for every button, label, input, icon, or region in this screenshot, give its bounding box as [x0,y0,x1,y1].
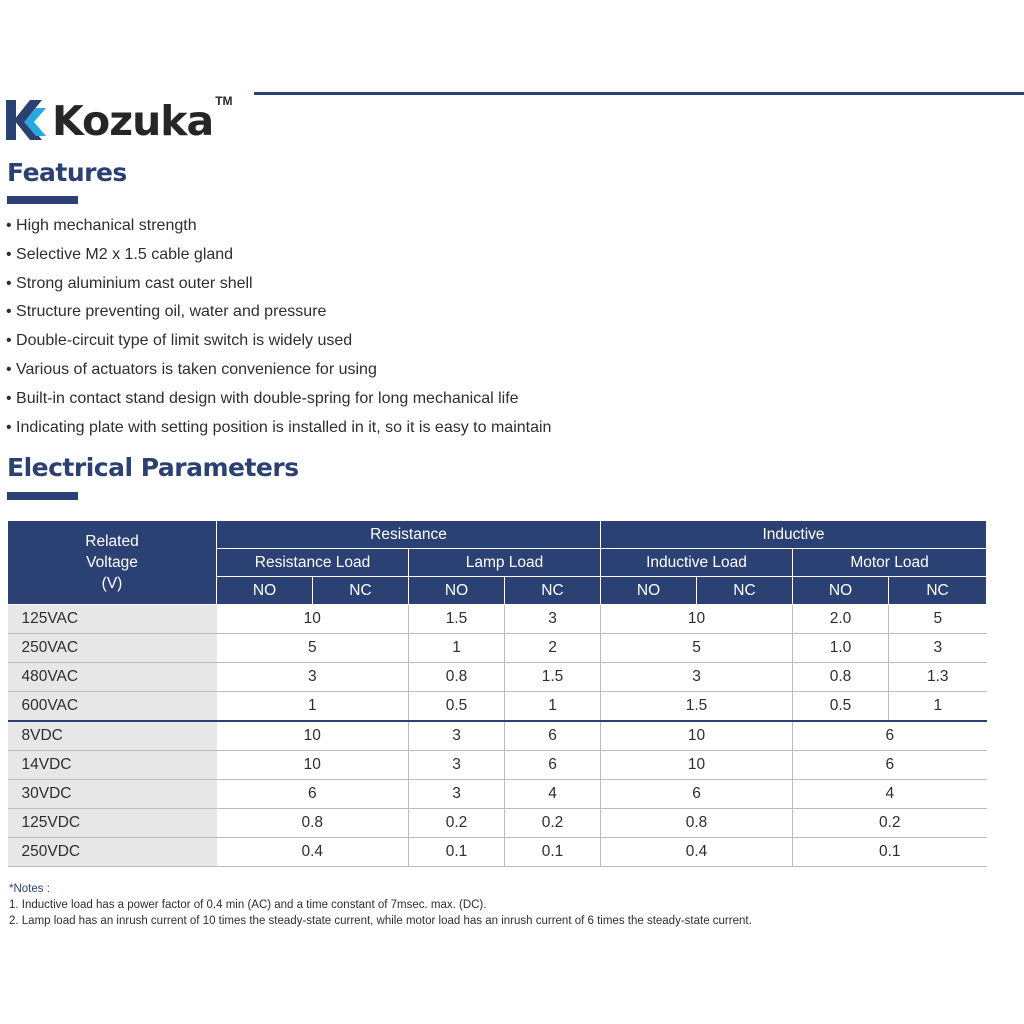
inductive-load-cell: 0.4 [601,838,793,867]
inductive-load-cell: 10 [601,605,793,634]
motor-load-cell: 0.1 [793,838,987,867]
motor-nc-cell: 1.3 [889,663,987,692]
lamp-nc-cell: 2 [505,634,601,663]
feature-item: • Built-in contact stand design with double-spring for long mechanical life [6,385,551,414]
note-line: 2. Lamp load has an inrush current of 10 times the steady-state current, while motor load has an inrush current of 6 times the steady-state current. [9,915,752,927]
no-header: NO [409,577,505,605]
lamp-no-cell: 0.1 [409,838,505,867]
table-row [8,809,987,838]
resistance-load-header: Resistance Load [217,549,409,577]
note-line: 1. Inductive load has a power factor of 0.4 min (AC) and a time constant of 7msec. max. (DC). [9,899,487,911]
lamp-nc-cell: 3 [505,605,601,634]
motor-no-cell: 0.5 [793,692,889,722]
lamp-nc-cell: 1.5 [505,663,601,692]
lamp-no-cell: 0.8 [409,663,505,692]
lamp-no-cell: 3 [409,780,505,809]
voltage-header-line: Related [85,533,139,550]
no-header: NO [217,577,313,605]
voltage-header-line: Voltage [86,554,138,571]
no-header: NO [601,577,697,605]
features-list [6,212,551,442]
table-row [8,780,987,809]
motor-no-cell: 0.8 [793,663,889,692]
resistance-load-cell: 3 [217,663,409,692]
voltage-cell: 30VDC [8,780,217,809]
voltage-cell: 125VAC [8,605,217,634]
feature-item: • Strong aluminium cast outer shell [6,270,551,299]
table-row [8,634,987,663]
inductive-load-cell: 10 [601,751,793,780]
table-row [8,605,987,634]
voltage-header-line: (V) [101,575,123,592]
lamp-no-cell: 1 [409,634,505,663]
motor-load-cell: 0.2 [793,809,987,838]
brand-logo [6,84,233,144]
features-heading-underline [7,196,78,204]
lamp-nc-cell: 1 [505,692,601,722]
feature-item: • High mechanical strength [6,212,551,241]
inductive-group-header: Inductive [601,521,987,549]
kozuka-logo-mark-icon [6,94,48,144]
header-rule [254,92,1024,95]
feature-item: • Double-circuit type of limit switch is widely used [6,327,551,356]
voltage-cell: 8VDC [8,721,217,751]
motor-no-cell: 1.0 [793,634,889,663]
nc-header: NC [505,577,601,605]
inductive-load-cell: 0.8 [601,809,793,838]
motor-nc-cell: 3 [889,634,987,663]
lamp-load-header: Lamp Load [409,549,601,577]
lamp-nc-cell: 6 [505,751,601,780]
voltage-cell: 600VAC [8,692,217,722]
inductive-load-cell: 10 [601,721,793,751]
table-row [8,721,987,751]
resistance-load-cell: 0.8 [217,809,409,838]
electrical-parameters-heading: Electrical Parameters [7,453,299,482]
feature-item: • Structure preventing oil, water and pressure [6,298,551,327]
lamp-no-cell: 3 [409,721,505,751]
lamp-nc-cell: 0.1 [505,838,601,867]
voltage-cell: 250VAC [8,634,217,663]
voltage-header [8,521,217,605]
lamp-no-cell: 0.5 [409,692,505,722]
notes-title: *Notes : [9,883,50,895]
motor-load-cell: 6 [793,751,987,780]
table-row [8,692,987,722]
nc-header: NC [889,577,987,605]
inductive-load-cell: 6 [601,780,793,809]
params-heading-underline [7,492,78,500]
motor-no-cell: 2.0 [793,605,889,634]
nc-header: NC [697,577,793,605]
table-row [8,751,987,780]
lamp-nc-cell: 4 [505,780,601,809]
resistance-load-cell: 10 [217,721,409,751]
lamp-no-cell: 0.2 [409,809,505,838]
nc-header: NC [313,577,409,605]
voltage-cell: 14VDC [8,751,217,780]
lamp-no-cell: 3 [409,751,505,780]
resistance-load-cell: 5 [217,634,409,663]
voltage-cell: 480VAC [8,663,217,692]
resistance-load-cell: 10 [217,605,409,634]
motor-nc-cell: 5 [889,605,987,634]
feature-item: • Indicating plate with setting position is installed in it, so it is easy to maintain [6,414,551,443]
resistance-load-cell: 0.4 [217,838,409,867]
no-header: NO [793,577,889,605]
motor-load-header: Motor Load [793,549,987,577]
resistance-load-cell: 6 [217,780,409,809]
resistance-load-cell: 1 [217,692,409,722]
table-row [8,838,987,867]
brand-name: Kozuka [52,97,214,145]
features-heading: Features [7,158,127,187]
lamp-nc-cell: 0.2 [505,809,601,838]
inductive-load-cell: 1.5 [601,692,793,722]
resistance-group-header: Resistance [217,521,601,549]
voltage-cell: 125VDC [8,809,217,838]
lamp-nc-cell: 6 [505,721,601,751]
notes [9,881,752,929]
motor-load-cell: 4 [793,780,987,809]
trademark-mark: TM [215,94,233,108]
feature-item: • Various of actuators is taken convenience for using [6,356,551,385]
motor-nc-cell: 1 [889,692,987,722]
electrical-parameters-table [7,520,987,867]
inductive-load-cell: 5 [601,634,793,663]
motor-load-cell: 6 [793,721,987,751]
voltage-cell: 250VDC [8,838,217,867]
table-row [8,663,987,692]
feature-item: • Selective M2 x 1.5 cable gland [6,241,551,270]
resistance-load-cell: 10 [217,751,409,780]
lamp-no-cell: 1.5 [409,605,505,634]
inductive-load-header: Inductive Load [601,549,793,577]
inductive-load-cell: 3 [601,663,793,692]
